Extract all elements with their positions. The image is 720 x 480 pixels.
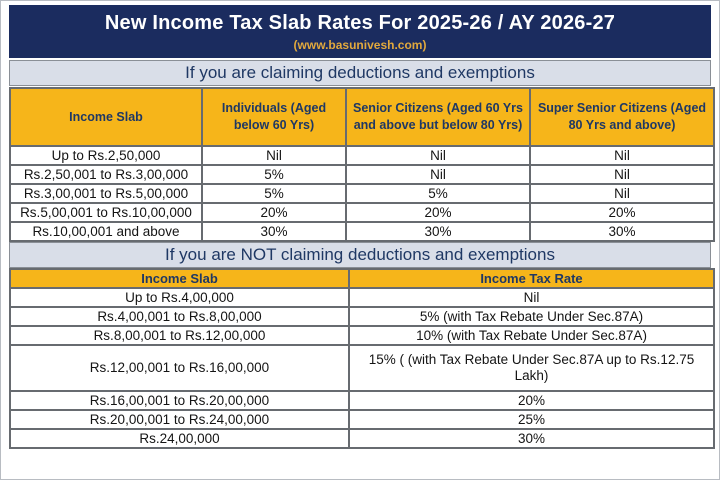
- table-row: [10, 345, 714, 391]
- rate-cell: 5%: [346, 184, 530, 203]
- rate-cell: 30%: [202, 222, 346, 241]
- rate-cell: 5%: [202, 184, 346, 203]
- table-row: [10, 410, 714, 429]
- table-row: [10, 184, 714, 203]
- column-header-income-slab: Income Slab: [10, 88, 202, 146]
- slab-cell: Rs.2,50,001 to Rs.3,00,000: [10, 165, 202, 184]
- column-header-senior-citizens: Senior Citizens (Aged 60 Yrs and above but below 80 Yrs): [346, 88, 530, 146]
- column-header-super-senior-citizens: Super Senior Citizens (Aged 80 Yrs and above): [530, 88, 714, 146]
- column-header-income-slab: Income Slab: [10, 269, 349, 288]
- slab-cell: Rs.8,00,001 to Rs.12,00,000: [10, 326, 349, 345]
- rate-cell: Nil: [349, 288, 714, 307]
- column-header-income-tax-rate: Income Tax Rate: [349, 269, 714, 288]
- section2-banner: If you are NOT claiming deductions and exemptions: [9, 242, 711, 268]
- rate-cell: 5%: [202, 165, 346, 184]
- slab-cell: Up to Rs.2,50,000: [10, 146, 202, 165]
- rate-cell: 30%: [346, 222, 530, 241]
- rate-cell: 20%: [349, 391, 714, 410]
- section1-banner: If you are claiming deductions and exemptions: [9, 60, 711, 86]
- old-regime-table: [9, 87, 715, 242]
- slab-cell: Rs.4,00,001 to Rs.8,00,000: [10, 307, 349, 326]
- table-row: [10, 391, 714, 410]
- table-row: [10, 288, 714, 307]
- rate-cell: Nil: [202, 146, 346, 165]
- table-row: [10, 429, 714, 448]
- rate-cell: 20%: [202, 203, 346, 222]
- rate-cell: Nil: [346, 146, 530, 165]
- rate-cell: 5% (with Tax Rebate Under Sec.87A): [349, 307, 714, 326]
- slab-cell: Rs.5,00,001 to Rs.10,00,000: [10, 203, 202, 222]
- slab-cell: Rs.24,00,000: [10, 429, 349, 448]
- website-label: (www.basunivesh.com): [293, 38, 427, 52]
- slab-cell: Up to Rs.4,00,000: [10, 288, 349, 307]
- title-bar: [9, 5, 711, 58]
- table-row: [10, 326, 714, 345]
- rate-cell: 30%: [349, 429, 714, 448]
- rate-cell: 10% (with Tax Rebate Under Sec.87A): [349, 326, 714, 345]
- table-row: [10, 165, 714, 184]
- table-header-row: [10, 88, 714, 146]
- rate-cell: 25%: [349, 410, 714, 429]
- slab-cell: Rs.10,00,001 and above: [10, 222, 202, 241]
- slab-cell: Rs.3,00,001 to Rs.5,00,000: [10, 184, 202, 203]
- rate-cell: Nil: [530, 165, 714, 184]
- page-title: New Income Tax Slab Rates For 2025-26 / AY 2026-27: [104, 12, 616, 34]
- rate-cell: 30%: [530, 222, 714, 241]
- new-regime-table: [9, 268, 715, 449]
- table-row: [10, 307, 714, 326]
- table-header-row: [10, 269, 714, 288]
- table-row: [10, 222, 714, 241]
- rate-cell: 20%: [346, 203, 530, 222]
- rate-cell: Nil: [346, 165, 530, 184]
- column-header-individuals: Individuals (Aged below 60 Yrs): [202, 88, 346, 146]
- slab-cell: Rs.12,00,001 to Rs.16,00,000: [10, 345, 349, 391]
- rate-cell: 20%: [530, 203, 714, 222]
- table-row: [10, 203, 714, 222]
- rate-cell: Nil: [530, 184, 714, 203]
- table-row: [10, 146, 714, 165]
- rate-cell: Nil: [530, 146, 714, 165]
- rate-cell: 15% ( (with Tax Rebate Under Sec.87A up to Rs.12.75 Lakh): [349, 345, 714, 391]
- slab-cell: Rs.16,00,001 to Rs.20,00,000: [10, 391, 349, 410]
- slab-cell: Rs.20,00,001 to Rs.24,00,000: [10, 410, 349, 429]
